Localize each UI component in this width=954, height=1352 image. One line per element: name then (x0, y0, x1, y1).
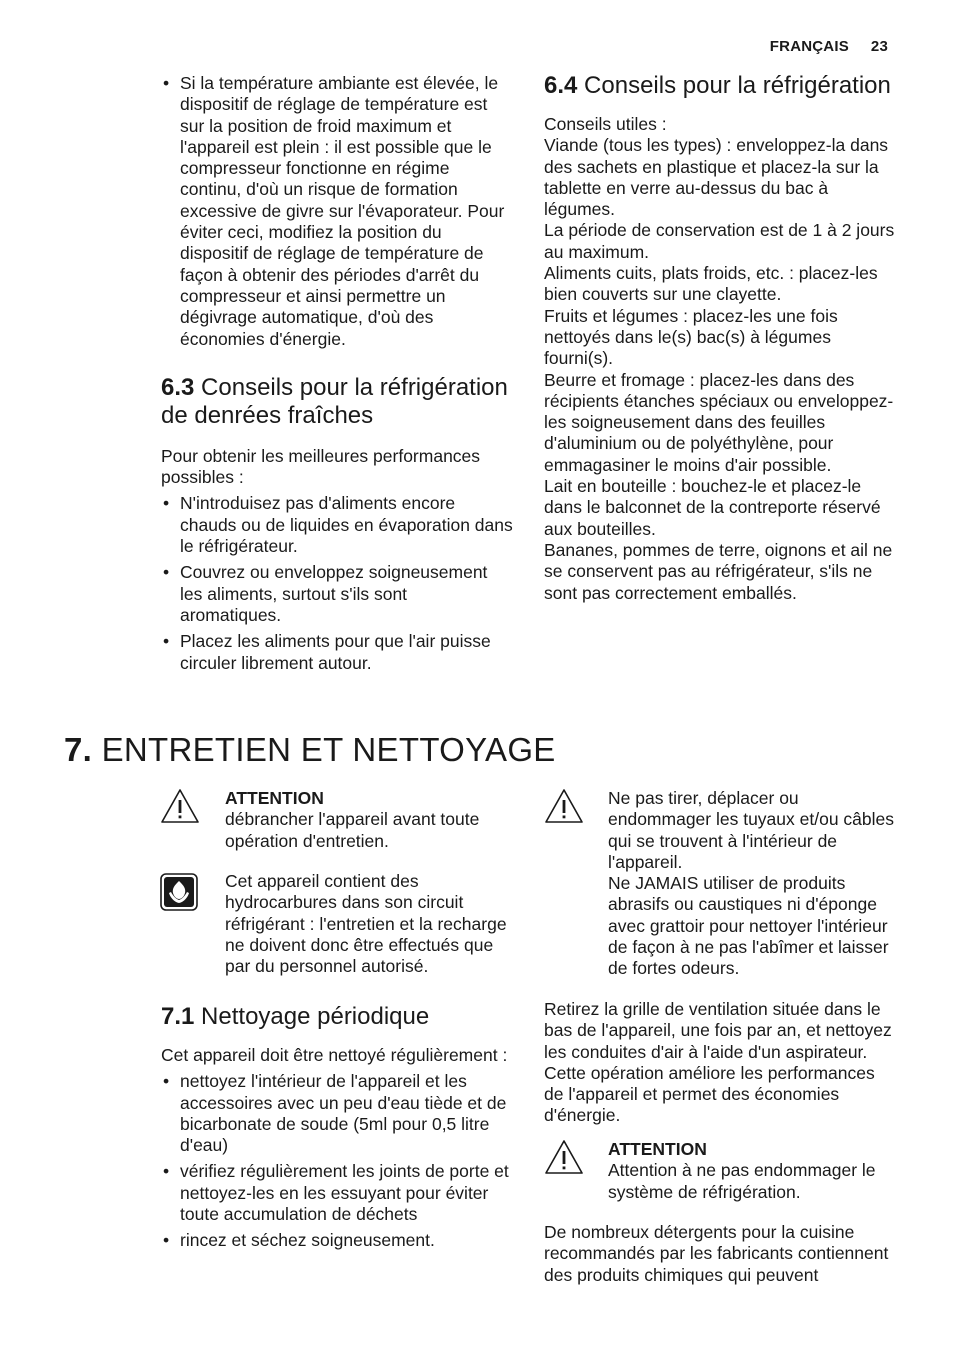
temperature-bullet-list (161, 73, 513, 350)
section-7-1-heading: 7.1 Nettoyage périodique (161, 1003, 430, 1030)
section-6-3-heading: 6.3 Conseils pour la réfrigération de denrées fraîches (161, 373, 508, 429)
tip-line: Bananes, pommes de terre, oignons et ail ne se conservent pas au réfrigérateur, s'ils ne sont pas correctement emballés. (544, 539, 893, 603)
section-7-1-intro: Cet appareil doit être nettoyé régulièrement : (161, 1045, 508, 1065)
tip-line: Viande (tous les types) : enveloppez-la dans des sachets en plastique et placez-la sur la tablette en verre au-dessus du bac à légumes. (544, 135, 889, 220)
list-item: • Placez les aliments pour que l'air puisse circuler librement autour. (161, 631, 513, 674)
tip-line: La période de conservation est de 1 à 2 jours au maximum. (544, 220, 895, 262)
list-item: • nettoyez l'intérieur de l'appareil et les accessoires avec un peu d'eau tiède et de bicarbonate de soude (5ml pour 0,5 litre d'eau) (161, 1071, 513, 1156)
right-column-bottom (544, 999, 896, 1127)
language-label: FRANÇAIS (769, 38, 849, 55)
page-number: 23 (870, 38, 888, 55)
detergents-block (544, 1222, 896, 1286)
warning-text: débrancher l'appareil avant toute opération d'entretien. (225, 809, 480, 851)
warning-text: Ne pas tirer, déplacer ou endommager les tuyaux et/ou câbles qui se trouvent à l'intérieur de l'appareil. (608, 788, 894, 872)
warning-title: ATTENTION (608, 1139, 707, 1159)
tip-line: Fruits et légumes : placez-les une fois nettoyés dans le(s) bac(s) à légumes fourni(s). (544, 305, 838, 369)
warning-triangle-icon (160, 788, 200, 829)
tip-line: Beurre et fromage : placez-les dans des récipients étanches spéciaux ou enveloppez-les soigneusement dans des feuilles d'aluminium ou de polyéthylène, pour emmagasiner le moins d'air possible. (544, 369, 894, 475)
warning-triangle-icon (544, 788, 584, 829)
warning-box-disconnect (160, 788, 512, 858)
list-item: • rincez et séchez soigneusement. (161, 1230, 513, 1251)
warning-triangle-icon (544, 1139, 584, 1180)
section-6-4-heading: 6.4 Conseils pour la réfrigération (544, 72, 891, 99)
page-header (770, 38, 888, 55)
list-item: • vérifiez régulièrement les joints de porte et nettoyez-les en les essuyant pour éviter toute accumulation de déchets (161, 1161, 513, 1225)
detergents-paragraph: De nombreux détergents pour la cuisine recommandés par les fabricants contiennent des produits chimiques qui peuvent (544, 1222, 889, 1285)
right-column-top (544, 72, 896, 604)
section-7-1-bullets (161, 1071, 513, 1251)
list-item: • Couvrez ou enveloppez soigneusement les aliments, surtout s'ils sont aromatiques. (161, 562, 513, 626)
warning-text: Ne JAMAIS utiliser de produits abrasifs ou caustiques ni d'éponge avec grattoir pour nettoyer l'intérieur de façon à ne pas l'abîmer et laisser de fortes odeurs. (608, 873, 889, 979)
ventilation-paragraph: Retirez la grille de ventilation située dans le bas de l'appareil, une fois par an, et nettoyez les conduites d'air à l'aide d'un aspirateur. Cette opération améliore les performances de l'appareil et permet des économies d'énergie. (544, 999, 892, 1126)
section-6-3-bullets (161, 493, 513, 673)
section-6-4-body (544, 114, 896, 604)
warning-box-pipes (544, 788, 896, 983)
warning-box-refrigeration (544, 1139, 896, 1209)
info-text: Cet appareil contient des hydrocarbures dans son circuit réfrigérant : l'entretien et la recharge ne doivent donc être effectués que par du personnel autorisé. (225, 871, 507, 977)
tip-line: Conseils utiles : (544, 114, 667, 134)
flammable-gas-icon (160, 873, 198, 916)
info-box-hydrocarbons (160, 871, 512, 981)
section-6-3-intro: Pour obtenir les meilleures performances possibles : (161, 445, 481, 488)
tip-line: Lait en bouteille : bouchez-le et placez-le dans le balconnet de la contreporte réservé aux bouteilles. (544, 476, 881, 539)
tip-line: Aliments cuits, plats froids, etc. : placez-les bien couverts sur une clayette. (544, 263, 878, 305)
warning-title: ATTENTION (225, 788, 324, 808)
left-column-top (161, 73, 513, 679)
chapter-7-heading: 7. ENTRETIEN ET NETTOYAGE (64, 731, 556, 768)
list-item: • N'introduisez pas d'aliments encore chauds ou de liquides en évaporation dans le réfrigérateur. (161, 493, 513, 557)
section-7-1 (161, 1003, 513, 1257)
list-item: • Si la température ambiante est élevée, le dispositif de réglage de température est sur la position de froid maximum et l'appareil est plein : il est possible que le compresseur fonctionne en régime continu, d'où un risque de formation excessive de givre sur l'évaporateur. Pour éviter ceci, modifiez la position du dispositif de réglage de température de façon à obtenir des périodes d'arrêt du compresseur et ainsi permettre un dégivrage automatique, d'où des économies d'énergie. (161, 73, 513, 350)
warning-text: Attention à ne pas endommager le système de réfrigération. (608, 1160, 876, 1202)
